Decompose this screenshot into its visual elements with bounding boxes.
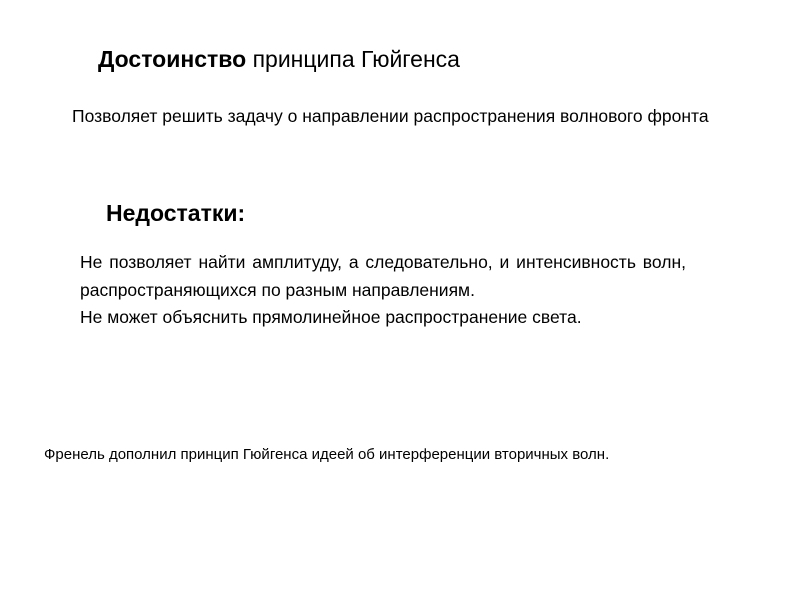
drawback-item: Не позволяет найти амплитуду, а следовательно, и интенсивность волн, распространяющихся по разным направлениям. [80,252,686,300]
drawbacks-heading: Недостатки: [106,200,246,226]
title-bold-part: Достоинство [98,46,247,72]
conclusion-text: Френель дополнил принцип Гюйгенса идеей об интерференции вторичных волн. [44,446,610,463]
title-regular-part: принципа Гюйгенса [246,46,460,72]
advantage-text: Позволяет решить задачу о направлении распространения волнового фронта [72,106,709,126]
drawbacks-list [80,249,686,332]
drawback-item: Не может объяснить прямолинейное распространение света. [80,307,582,327]
slide-title [98,44,460,74]
